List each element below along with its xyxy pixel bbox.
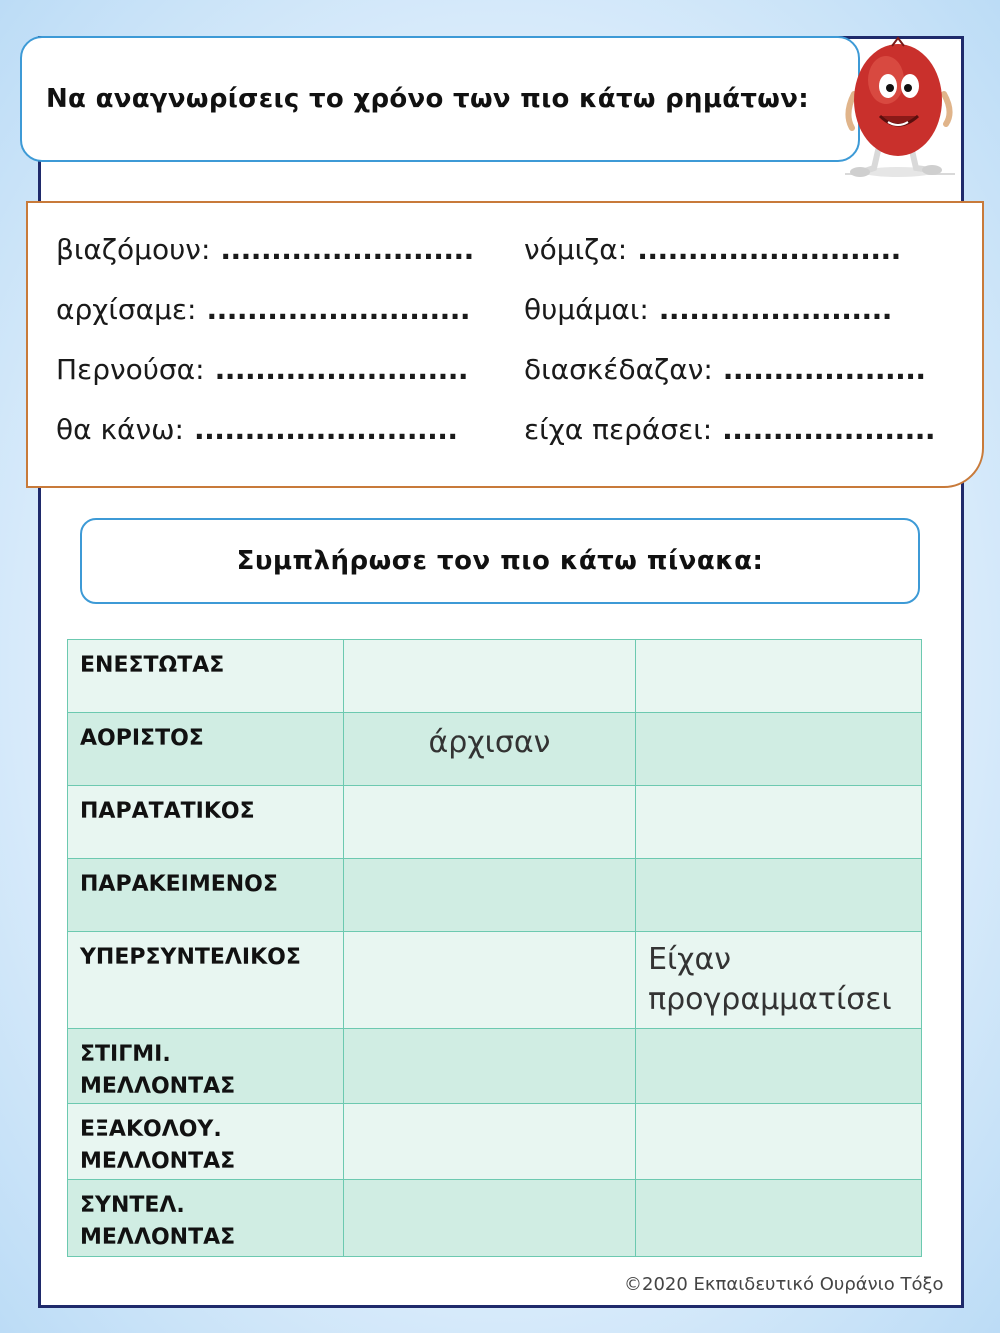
answer-cell[interactable] [343, 1104, 635, 1180]
answer-cell[interactable] [636, 1180, 922, 1257]
table-row [68, 1104, 922, 1180]
cell-value [636, 640, 921, 656]
answer-cell[interactable] [636, 640, 922, 713]
answer-blank[interactable]: ..................... [722, 413, 936, 446]
cell-value [344, 1029, 635, 1041]
verb-word: βιαζόμουν: [56, 233, 211, 266]
cell-value [636, 1029, 921, 1045]
answer-blank[interactable]: ....................... [658, 293, 892, 326]
table-row [68, 786, 922, 859]
copyright-notice: ©2020 Εκπαιδευτικό Ουράνιο Τόξο [624, 1274, 944, 1295]
cell-value [636, 859, 921, 875]
verb-item [524, 293, 892, 326]
cell-value [344, 932, 635, 944]
cell-value: Είχαν προγραμματίσει [648, 942, 892, 1017]
answer-cell[interactable] [636, 786, 922, 859]
verb-item [56, 233, 474, 266]
cell-value: άρχισαν [428, 725, 551, 760]
tense-label: ΠΑΡΑΤΑΤΙΚΟΣ [68, 786, 344, 859]
answer-cell[interactable] [343, 713, 635, 786]
answer-blank[interactable]: .......................... [637, 233, 901, 266]
verb-word: αρχίσαμε: [56, 293, 197, 326]
verb-word: διασκέδαζαν: [524, 353, 713, 386]
answer-blank[interactable]: .................... [722, 353, 926, 386]
instruction-banner [20, 36, 860, 162]
answer-cell[interactable] [636, 713, 922, 786]
answer-cell[interactable] [343, 932, 635, 1029]
cell-value [344, 786, 635, 798]
table-row [68, 713, 922, 786]
answer-cell[interactable] [343, 786, 635, 859]
table-row [68, 1029, 922, 1104]
verb-word: θυμάμαι: [524, 293, 649, 326]
verb-word: Περνούσα: [56, 353, 205, 386]
cell-value [344, 640, 635, 652]
tenses-table [67, 639, 922, 1257]
answer-cell[interactable] [343, 640, 635, 713]
verb-item [524, 233, 901, 266]
answer-cell[interactable] [343, 859, 635, 932]
table-row [68, 859, 922, 932]
answer-blank[interactable]: .......................... [193, 413, 458, 446]
answer-cell[interactable] [636, 1104, 922, 1180]
verb-item [56, 353, 468, 386]
cell-value [344, 1180, 635, 1192]
answer-blank[interactable]: ......................... [220, 233, 474, 266]
table-row [68, 1180, 922, 1257]
tense-label: ΕΝΕΣΤΩΤΑΣ [68, 640, 344, 713]
tense-label: ΠΑΡΑΚΕΙΜΕΝΟΣ [68, 859, 344, 932]
tense-label: ΑΟΡΙΣΤΟΣ [68, 713, 344, 786]
answer-blank[interactable]: .......................... [206, 293, 471, 326]
verbs-exercise-box [26, 201, 984, 488]
cell-value [636, 1180, 921, 1196]
tense-label: ΥΠΕΡΣΥΝΤΕΛΙΚΟΣ [68, 932, 344, 1029]
verb-item [524, 353, 926, 386]
tense-label: ΣΤΙΓΜΙ. ΜΕΛΛΟΝΤΑΣ [68, 1029, 344, 1104]
answer-cell[interactable] [636, 859, 922, 932]
cell-value [636, 786, 921, 802]
answer-cell[interactable] [343, 1029, 635, 1104]
cell-value [344, 859, 635, 871]
table-row [68, 932, 922, 1029]
answer-cell[interactable] [343, 1180, 635, 1257]
table-instruction-title: Συμπλήρωσε τον πιο κάτω πίνακα: [236, 546, 764, 576]
tense-label: ΣΥΝΤΕΛ. ΜΕΛΛΟΝΤΑΣ [68, 1180, 344, 1257]
cell-value [344, 1104, 635, 1116]
table-instruction-banner [80, 518, 920, 604]
verb-word: νόμιζα: [524, 233, 628, 266]
verb-word: είχα περάσει: [524, 413, 713, 446]
red-egg-mascot-icon [840, 24, 958, 186]
table-row [68, 640, 922, 713]
verb-item [524, 413, 935, 446]
cell-value [636, 1104, 921, 1120]
instruction-title: Να αναγνωρίσεις το χρόνο των πιο κάτω ρημάτων: [46, 84, 809, 114]
tense-label: ΕΞΑΚΟΛΟΥ. ΜΕΛΛΟΝΤΑΣ [68, 1104, 344, 1180]
answer-cell[interactable] [636, 1029, 922, 1104]
answer-cell[interactable] [636, 932, 922, 1029]
verb-word: θα κάνω: [56, 413, 184, 446]
answer-blank[interactable]: ......................... [214, 353, 468, 386]
verb-item [56, 413, 458, 446]
cell-value [636, 713, 921, 729]
verb-item [56, 293, 470, 326]
